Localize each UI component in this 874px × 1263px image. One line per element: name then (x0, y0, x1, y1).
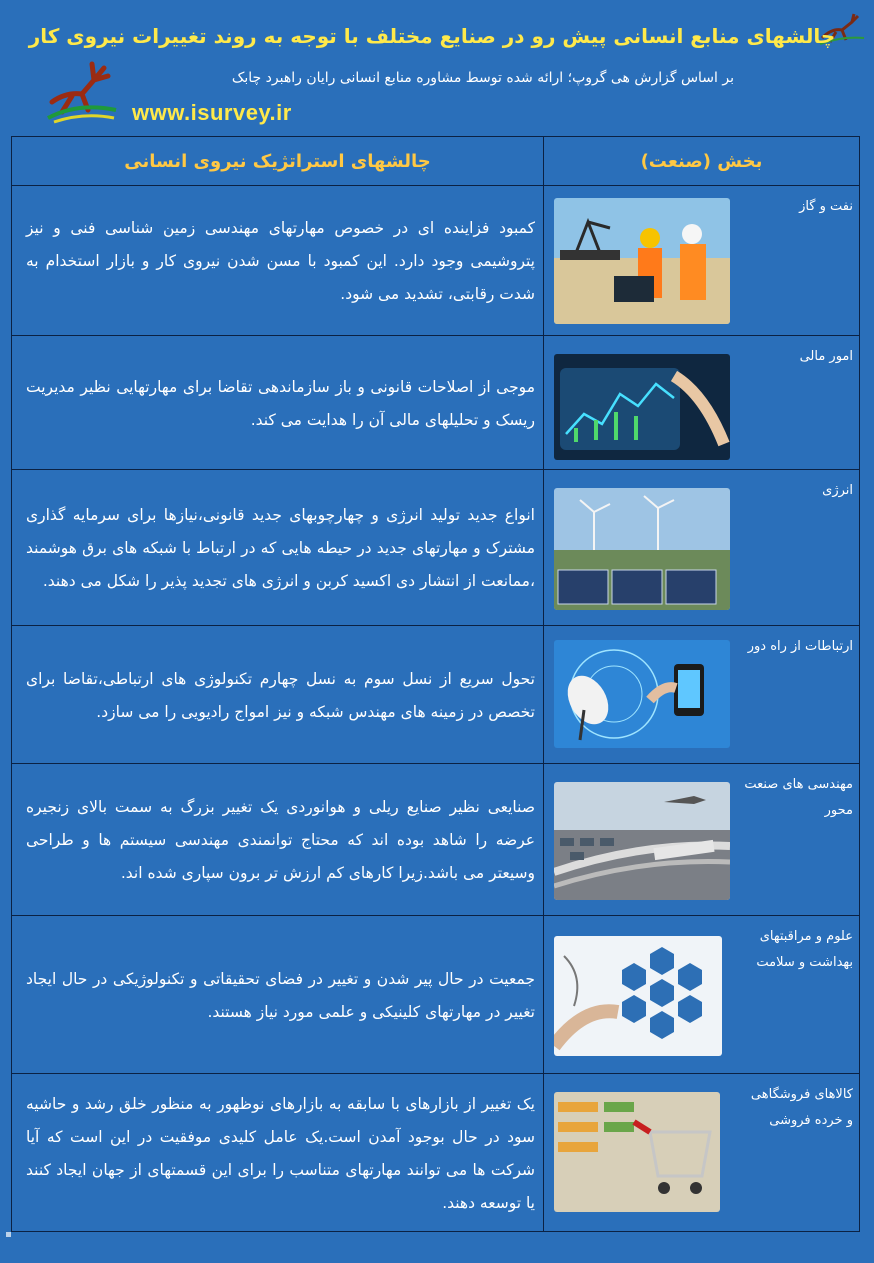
sector-cell (544, 470, 860, 626)
challenge-text: صنایعی نظیر صنایع ریلی و هوانوردی یک تغییر بزرگ به سمت بالای زنجیره عرضه را شاهد بوده اند که محتاج توانمندی مهندسی سیستم ها و طراحی وسیعتر می باشد.زیرا کارهای کم ارزش تر برون سپاری شده اند. (12, 764, 544, 916)
challenge-text: جمعیت در حال پیر شدن و تغییر در فضای تحقیقاتی و تکنولوژیکی در حال ایجاد تغییر در مهارتهای کلینیکی و علمی مورد نیاز هستند. (12, 916, 544, 1074)
oil-gas-engineers-image (554, 198, 730, 324)
sector-label: نفت و گاز (799, 199, 853, 214)
sector-cell (544, 626, 860, 764)
sector-label: کالاهای فروشگاهی و خرده فروشی (750, 1087, 853, 1128)
column-header-challenges: چالشهای استراتژیک نیروی انسانی (12, 137, 544, 186)
healthcare-icons-image (554, 936, 722, 1056)
page-header (0, 0, 874, 135)
sector-cell (544, 186, 860, 336)
sector-label: مهندسی های صنعت محور (744, 777, 853, 818)
energy-wind-solar-image (554, 488, 730, 610)
sector-cell (544, 764, 860, 916)
website-link[interactable]: www.isurvey.ir (132, 100, 292, 125)
table-row (12, 336, 860, 470)
challenge-text: انواع جدید تولید انرژی و چهارچوبهای جدید قانونی،نیازها برای سرمایه گذاری مشترک و مهارتهای جدید در حیطه هایی که در ارتباط با شبکه های برق هوشمند ،ممانعت از انتشار دی اکسید کربن و انرژی های تجدید پذیر را شکل می دهند. (12, 470, 544, 626)
column-header-sector: بخش (صنعت) (544, 137, 860, 186)
table-row (12, 626, 860, 764)
sector-label: علوم و مراقبتهای بهداشت و سلامت (756, 929, 853, 970)
deer-logo-icon (44, 58, 120, 126)
sector-label: امور مالی (799, 349, 853, 364)
page-marker (6, 1232, 11, 1237)
table-row (12, 764, 860, 916)
table-row (12, 1074, 860, 1232)
sector-cell (544, 916, 860, 1074)
sector-cell (544, 336, 860, 470)
challenges-table (11, 136, 860, 1232)
page-subtitle: بر اساس گزارش هی گروپ؛ ارائه شده توسط مشاوره منابع انسانی رایان راهبرد چابک (231, 70, 734, 86)
challenge-text: کمبود فزاینده ای در خصوص مهارتهای مهندسی زمین شناسی فنی و نیز پتروشیمی وجود دارد. این کمبود با مسن شدن نیروی کار و بازار استخدام به شدت رقابتی، تشدید می شود. (12, 186, 544, 336)
page-title: چالشهای منابع انسانی پیش رو در صنایع مختلف با توجه به روند تغییرات نیروی کار (28, 24, 836, 48)
table-row (12, 916, 860, 1074)
finance-chart-image (554, 354, 730, 460)
telecom-satellite-image (554, 640, 730, 748)
challenge-text: یک تغییر از بازارهای با سابقه به بازارهای نوظهور به منظور خلق رشد و حاشیه سود در حال بوجود آمدن است.یک عامل کلیدی موفقیت در این است که آیا شرکت ها می توانند مهارتهای متناسب را برای این قسمتهای از جهان ایجاد کنند یا توسعه دهند. (12, 1074, 544, 1232)
table-row (12, 470, 860, 626)
table-row (12, 186, 860, 336)
sector-label: انرژی (822, 483, 853, 498)
sector-label: ارتباطات از راه دور (747, 639, 853, 654)
retail-shopping-cart-image (554, 1092, 720, 1212)
challenge-text: موجی از اصلاحات قانونی و باز سازماندهی تقاضا برای مهارتهایی نظیر مدیریت ریسک و تحلیلهای مالی آن را هدایت می کند. (12, 336, 544, 470)
table-header-row (12, 137, 860, 186)
rail-aviation-image (554, 782, 730, 900)
sector-cell (544, 1074, 860, 1232)
challenge-text: تحول سریع از نسل سوم به نسل چهارم تکنولوژی های ارتباطی،تقاضا برای تخصص در زمینه های مهندس شبکه و نیز امواج رادیویی را می سازد. (12, 626, 544, 764)
